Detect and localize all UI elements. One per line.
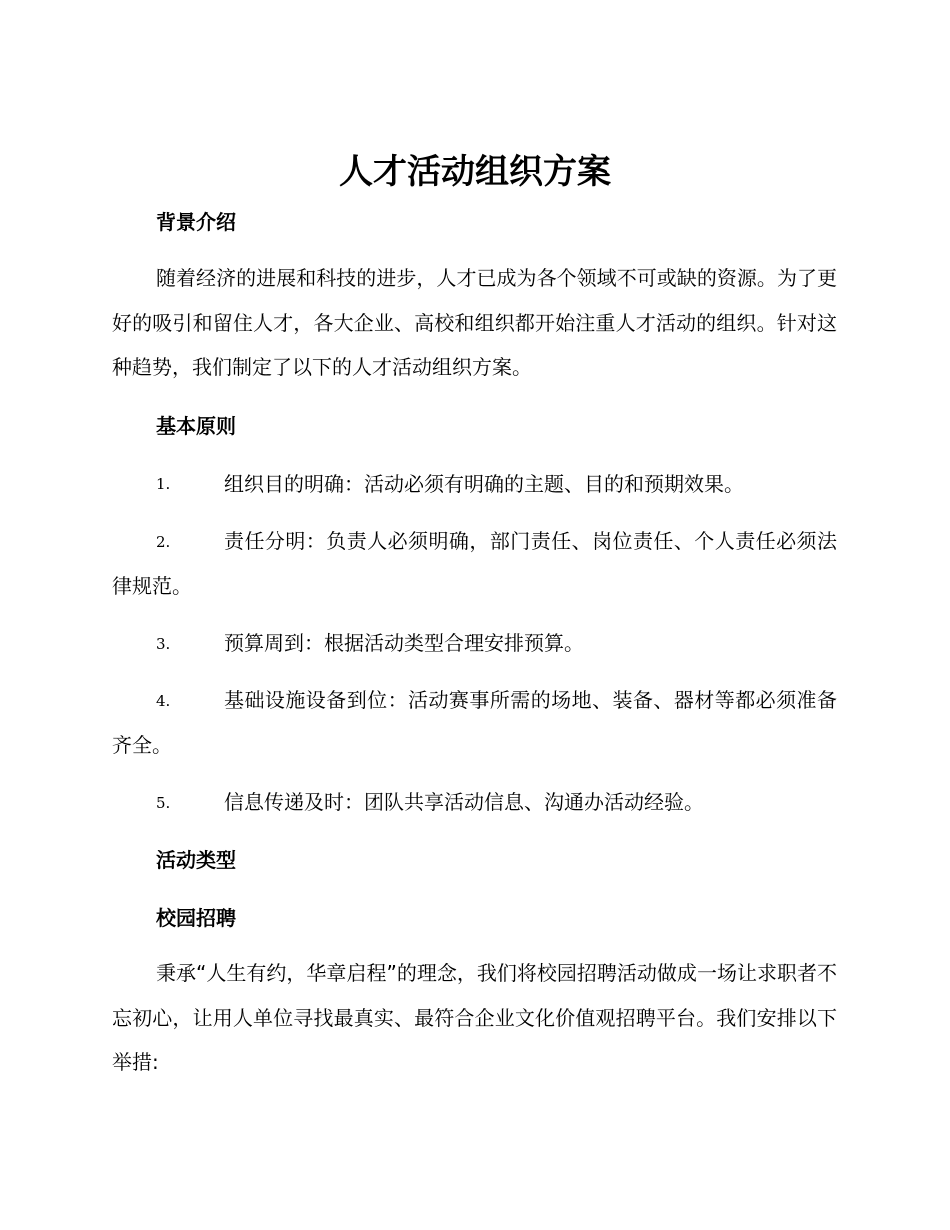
list-item-text: 预算周到：根据活动类型合理安排预算。 — [224, 631, 584, 655]
list-item-text: 责任分明：负责人必须明确，部门责任、岗位责任、个人责任必须法律规范。 — [112, 529, 837, 598]
list-item-number: 3. — [156, 635, 171, 653]
list-item-text: 基础设施设备到位：活动赛事所需的场地、装备、器材等都必须准备齐全。 — [112, 688, 837, 757]
list-item-text: 组织目的明确：活动必须有明确的主题、目的和预期效果。 — [224, 472, 744, 496]
list-item-text: 信息传递及时：团队共享活动信息、沟通办活动经验。 — [224, 790, 704, 814]
list-item-number: 5. — [156, 794, 171, 812]
paragraph-campus-recruitment: 秉承“人生有约，华章启程”的理念，我们将校园招聘活动做成一场让求职者不忘初心，让用人单位寻找最真实、最符合企业文化价值观招聘平台。我们安排以下举措: — [112, 961, 837, 1074]
list-item-number: 1. — [156, 475, 171, 493]
heading-activity-types: 活动类型 — [156, 848, 236, 872]
heading-campus-recruitment: 校园招聘 — [156, 906, 236, 930]
list-item-number: 4. — [156, 692, 171, 710]
list-item-number: 2. — [156, 533, 171, 551]
paragraph-background: 随着经济的进展和科技的进步，人才已成为各个领域不可或缺的资源。为了更好的吸引和留住人才，各大企业、高校和组织都开始注重人才活动的组织。针对这种趋势，我们制定了以下的人才活动组织方案。 — [112, 266, 837, 379]
heading-principles: 基本原则 — [156, 414, 236, 438]
document-title: 人才活动组织方案 — [339, 152, 611, 192]
heading-background: 背景介绍 — [156, 210, 236, 234]
